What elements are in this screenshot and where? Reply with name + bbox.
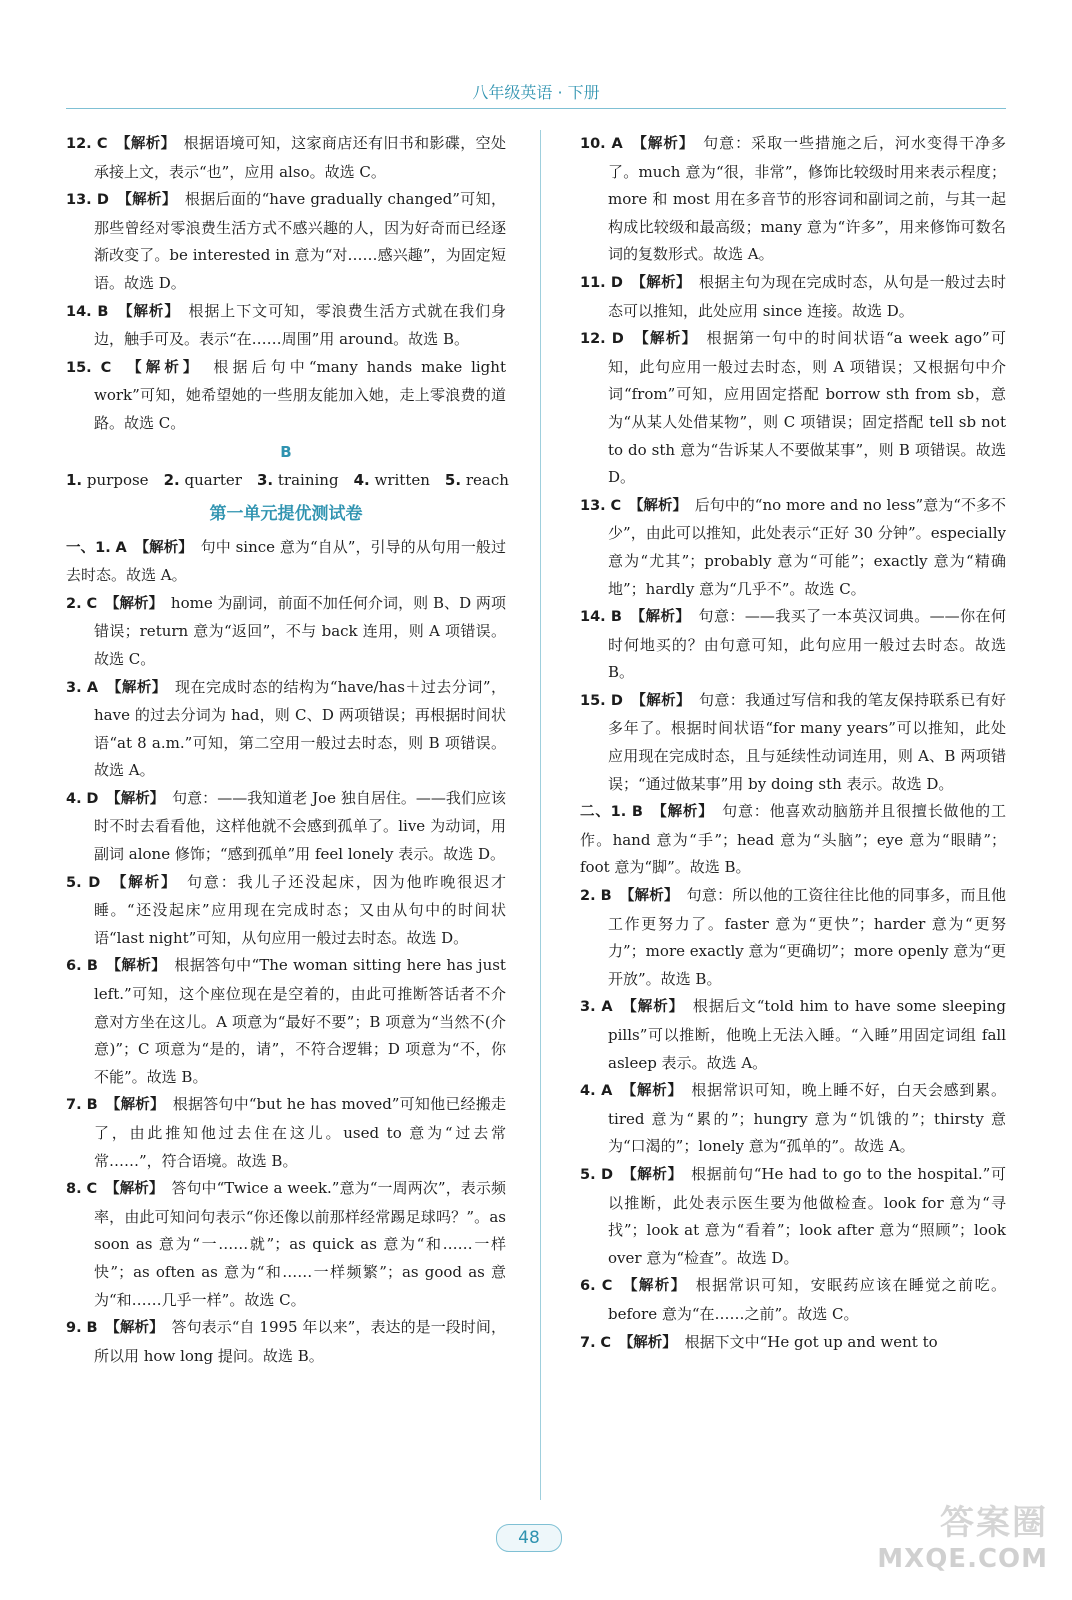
analysis-tag: 【解析】 [112, 595, 156, 612]
answer-entry [580, 882, 1006, 993]
analysis-tag: 【解析】 [114, 679, 160, 696]
answer-choice: B [600, 888, 612, 905]
question-number: 5. [66, 874, 82, 891]
page-number: 48 [496, 1524, 562, 1552]
answer-entry [580, 687, 1006, 798]
column-divider [540, 130, 541, 1500]
analysis-text: 根据后面的“have gradually changed”可知，那些曾经对零浪费生活方式不感兴趣的人，因为好奇而已经逐渐改变了。be interested in 意为“对……感兴趣”，为固定短语。故选 D。 [94, 190, 506, 292]
analysis-text: 根据上下文可知，零浪费生活方式就在我们身边，触手可及。表示“在……周围”用 around。故选 B。 [94, 301, 506, 349]
answer-entry [66, 534, 506, 590]
answer-entry [66, 130, 506, 186]
answer-entry [580, 1329, 1006, 1358]
answer-entry [66, 1175, 506, 1314]
analysis-tag: 【解析】 [659, 804, 707, 821]
analysis-tag: 【解析】 [119, 874, 171, 891]
question-number: 8. [66, 1181, 82, 1198]
analysis-text: 句意：我通过写信和我的笔友保持联系已有好多年了。根据时间状语“for many years”可以推知，此处应用现在完成时态，且与延续性动词连用，则 A、B 两项错误；“通过做某事”用 by doing sth 表示。故选 D。 [608, 690, 1006, 793]
question-number: 10. [580, 136, 606, 152]
running-header: 八年级英语 · 下册 [472, 83, 600, 102]
question-number: 一、1. [66, 539, 111, 556]
answer-choice: A [611, 136, 623, 152]
analysis-tag: 【解析】 [113, 1097, 158, 1114]
answer-choice: D [610, 274, 623, 291]
answer-choice: C [86, 1181, 98, 1198]
analysis-text: 根据答句中“but he has moved”可知他已经搬走了，由此推知他过去住在这儿。used to 意为“过去常常……”，符合语境。故选 B。 [94, 1095, 506, 1170]
answer-choice: C [610, 497, 622, 514]
answer-choice: A [601, 1083, 613, 1100]
analysis-tag: 【解析】 [113, 958, 159, 975]
answer-choice: D [86, 790, 99, 807]
question-number: 5. [580, 1166, 596, 1183]
answer-choice: D [96, 192, 109, 209]
answer-entry [580, 492, 1006, 603]
analysis-text: 根据第一句中的时间状语“a week ago”可知，此句应用一般过去时态，则 A 项错误；又根据句中介词“from”可知，应用固定搭配 borrow sth from sb，意为“从某人处借某物”，则 C 项错误；固定搭配 tell sb not to do sth 意为“告诉某人不要做某事”，则 B 项错误。故选 D。 [608, 329, 1006, 487]
question-number: 3. [580, 999, 596, 1016]
analysis-tag: 【解析】 [141, 539, 186, 556]
vocab-word: training [277, 470, 339, 489]
analysis-text: 根据后文“told him to have some sleeping pills”可以推断，他晚上无法入睡。“入睡”用固定词组 fall asleep 表示。故选 A。 [608, 997, 1006, 1072]
question-number: 14. [66, 303, 92, 320]
answer-entry [580, 325, 1006, 492]
analysis-tag: 【解析】 [638, 692, 684, 709]
vocab-number: 5. [444, 470, 462, 489]
answer-entry [580, 1161, 1006, 1272]
answer-entry [66, 1314, 506, 1370]
question-number: 14. [580, 609, 606, 626]
analysis-tag: 【解析】 [629, 1166, 676, 1183]
question-number: 7. [66, 1097, 82, 1114]
analysis-tag: 【解析】 [626, 1334, 670, 1351]
answer-entry [66, 590, 506, 674]
question-number: 6. [580, 1278, 596, 1295]
analysis-text: 现在完成时态的结构为“have/has＋过去分词”，have 的过去分词为 had，则 C、D 两项错误；再根据时间状语“at 8 a.m.”可知，第二空用一般过去时态，则 B 项错误。故选 A。 [94, 677, 506, 780]
answer-choice: D [611, 331, 624, 348]
question-number: 13. [580, 497, 606, 514]
analysis-tag: 【解析】 [134, 359, 195, 376]
analysis-tag: 【解析】 [630, 1278, 680, 1295]
analysis-tag: 【解析】 [113, 790, 158, 807]
unit-title: 第一单元提优测试卷 [209, 503, 363, 524]
answer-choice: A [115, 539, 127, 556]
analysis-text: 答句表示“自 1995 年以来”，表达的是一段时间，所以用 how long 提问。故选 B。 [94, 1318, 506, 1365]
analysis-tag: 【解析】 [641, 331, 691, 348]
left-column [66, 130, 509, 1370]
answer-entry [66, 869, 506, 953]
answer-choice: D [601, 1166, 614, 1183]
analysis-tag: 【解析】 [636, 497, 680, 514]
answer-list-top [66, 130, 506, 438]
answer-choice: B [97, 303, 109, 320]
analysis-text: 根据答句中“The woman sitting here has just left.”可知，这个座位现在是空着的，由此可推断答话者不介意对方坐在这儿。A 项意为“最好不要”；B 项意为“当然不(介意)”；C 项意为“是的，请”，不符合逻辑；D 项意为“不，你不能”。故选 B。 [94, 956, 506, 1086]
answer-entry [580, 1077, 1006, 1161]
vocab-word: quarter [184, 470, 242, 489]
vocab-number: 2. [163, 470, 180, 489]
answer-choice: C [86, 595, 98, 612]
question-number: 15. [66, 359, 92, 376]
question-number: 3. [66, 679, 82, 696]
question-number: 13. [66, 192, 92, 209]
analysis-text: 句意：我儿子还没起床，因为他昨晚很迟才睡。“还没起床”应用现在完成时态；又由从句中的时间状语“last night”可知，从句应用一般过去时态。故选 D。 [94, 872, 506, 947]
answer-choice: B [86, 1097, 98, 1114]
analysis-tag: 【解析】 [125, 303, 173, 320]
answer-entry [580, 269, 1006, 325]
analysis-text: 句意：——我买了一本英汉词典。——你在何时何地买的？由句意可知，此句应用一般过去时态。故选 B。 [608, 607, 1006, 682]
analysis-text: 根据常识可知，安眠药应该在睡觉之前吃。before 意为“在……之前”。故选 C。 [608, 1276, 1006, 1323]
analysis-text: 句中 since 意为“自从”，引导的从句用一般过去时态。故选 A。 [66, 537, 506, 585]
analysis-tag: 【解析】 [112, 1181, 157, 1198]
analysis-tag: 【解析】 [123, 136, 169, 152]
analysis-text: home 为副词，前面不加任何介词，则 B、D 两项错误；return 意为“返回”，不与 back 连用，则 A 项错误。故选 C。 [94, 593, 506, 668]
section-b-heading: B [280, 442, 292, 461]
vocab-word: written [374, 470, 430, 489]
analysis-text: 根据常识可知，晚上睡不好，白天会感到累。tired 意为“累的”；hungry 意为“饥饿的”；thirsty 意为“口渴的”；lonely 意为“孤单的”。故选 A。 [608, 1081, 1006, 1156]
answer-choice: B [86, 958, 98, 975]
answer-choice: C [100, 359, 112, 376]
analysis-text: 句意：——我知道老 Joe 独自居住。——我们应该时不时去看看他，这样他就不会感到孤单了。live 为动词，用副词 alone 修饰；“感到孤单”用 feel lonely 表示。故选 D。 [94, 788, 506, 864]
analysis-text: 答句中“Twice a week.”意为“一周两次”，表示频率，由此可知问句表示“你还像以前那样经常踢足球吗？”。as soon as 意为“一……就”；as quick as 意为“和……一样快”；as often as 意为“和……一样频繁”；as good as 意为“和……几乎一样”。故选 C。 [94, 1179, 506, 1309]
answer-entry [66, 298, 506, 354]
analysis-text: 根据前句“He had to go to the hospital.”可以推断，此处表示医生要为他做检查。look for 意为“寻找”；look at 意为“看着”；look after 意为“照顾”；look over 意为“检查”。故选 D。 [608, 1164, 1006, 1267]
answer-entry [580, 798, 1006, 882]
analysis-tag: 【解析】 [637, 609, 684, 626]
answer-choice: B [631, 804, 643, 821]
answer-choice: B [86, 1320, 98, 1337]
answer-entry [580, 603, 1006, 687]
question-number: 4. [66, 790, 82, 807]
question-number: 11. [580, 274, 606, 291]
watermark-site: MXQE.COM [877, 1544, 1048, 1574]
answer-entry [66, 354, 506, 438]
vocab-word: reach [465, 470, 509, 489]
question-number: 6. [66, 958, 82, 975]
answer-entry [580, 993, 1006, 1077]
answer-entry [580, 1272, 1006, 1328]
question-number: 2. [66, 595, 82, 612]
analysis-text: 句意：他喜欢动脑筋并且很擅长做他的工作。hand 意为“手”；head 意为“头脑”；eye 意为“眼睛”；foot 意为“脚”。故选 B。 [580, 802, 1006, 877]
question-number: 12. [66, 136, 92, 152]
question-number: 4. [580, 1083, 596, 1100]
answer-entry [66, 785, 506, 869]
vocab-number: 3. [256, 470, 274, 489]
analysis-text: 句意：所以他的工资往往比他的同事多，而且他工作更努力了。faster 意为“更快”；harder 意为“更努力”；more exactly 意为“更确切”；more openly 意为“更开放”。故选 B。 [608, 886, 1006, 988]
analysis-text: 根据下文中“He got up and went to [684, 1332, 938, 1351]
answer-choice: D [88, 874, 101, 891]
question-number: 12. [580, 331, 606, 348]
analysis-text: 后句中的“no more and no less”意为“不多不少”，由此可以推知，此处表示“正好 30 分钟”。especially 意为“尤其”；probably 意为“可能”；exactly 意为“精确地”；hardly 意为“几乎不”。故选 C。 [608, 495, 1006, 598]
answer-choice: A [86, 679, 99, 696]
answer-list-right [580, 130, 1006, 1357]
vocab-word: purpose [86, 470, 149, 489]
analysis-tag: 【解析】 [629, 999, 677, 1016]
analysis-tag: 【解析】 [124, 192, 170, 209]
answer-choice: D [610, 692, 623, 709]
answer-entry [66, 952, 506, 1091]
answer-choice: B [610, 609, 622, 626]
analysis-tag: 【解析】 [627, 888, 672, 905]
answer-choice: A [601, 999, 613, 1016]
analysis-tag: 【解析】 [639, 136, 688, 152]
analysis-text: 根据主句为现在完成时态，从句是一般过去时态可以推知，此处应用 since 连接。故选 D。 [608, 272, 1006, 320]
question-number: 2. [580, 888, 596, 905]
analysis-text: 根据语境可知，这家商店还有旧书和影碟，空处承接上文，表示“也”，应用 also。故选 C。 [94, 134, 506, 181]
answer-choice: C [96, 136, 108, 152]
answer-entry [580, 130, 1006, 269]
right-column [580, 130, 1006, 1357]
question-number: 15. [580, 692, 606, 709]
question-number: 9. [66, 1320, 82, 1337]
analysis-tag: 【解析】 [112, 1320, 157, 1337]
analysis-tag: 【解析】 [628, 1083, 676, 1100]
vocab-answers [66, 466, 509, 494]
answer-choice: C [600, 1334, 612, 1351]
watermark [877, 1495, 1048, 1574]
analysis-text: 根据后句中“many hands make light work”可知，她希望她的一些朋友能加入她，走上零浪费的道路。故选 C。 [94, 357, 506, 432]
answer-choice: C [601, 1278, 613, 1295]
vocab-number: 1. [66, 470, 83, 489]
answer-entry [66, 186, 506, 297]
watermark-logo: 答案圈 [940, 1503, 1048, 1543]
question-number: 7. [580, 1334, 596, 1351]
answer-entry [66, 674, 506, 785]
question-number: 二、1. [580, 804, 627, 821]
answer-list-unit [66, 534, 506, 1371]
vocab-number: 4. [353, 470, 370, 489]
analysis-tag: 【解析】 [638, 274, 684, 291]
header-rule [66, 108, 1006, 109]
answer-entry [66, 1091, 506, 1175]
analysis-text: 句意：采取一些措施之后，河水变得干净多了。much 意为“很，非常”，修饰比较级时用来表示程度；more 和 most 用在多音节的形容词和副词之前，与其一起构成比较级和最高级；many 意为“许多”，用来修饰可数名词的复数形式。故选 A。 [608, 134, 1006, 264]
